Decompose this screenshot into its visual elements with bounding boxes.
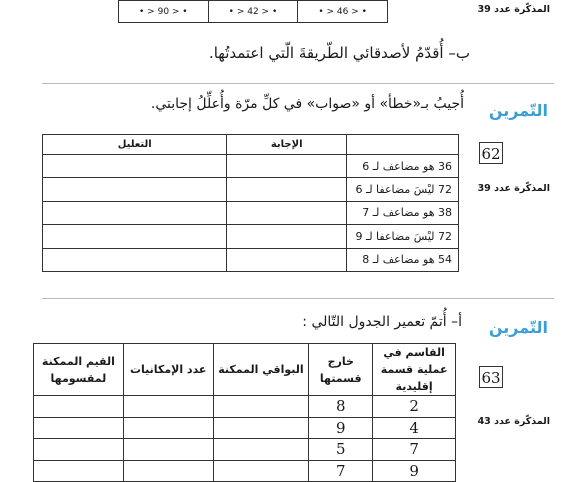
statement-cell: 54 هو مضاعف لـ 8 (347, 248, 459, 271)
table-header-row (43, 135, 459, 155)
table-row (34, 396, 456, 418)
table-row (43, 178, 459, 201)
justification-cell[interactable] (43, 155, 227, 178)
remainders-cell[interactable] (213, 417, 309, 439)
table-cell: • > 42 > • (208, 1, 298, 23)
true-false-table (42, 134, 459, 272)
justification-cell[interactable] (43, 248, 227, 271)
part-b-instruction: ب– أُقدّمُ لأصدقائي الطّريقةَ الّتي اعتمدتُها. (208, 44, 470, 62)
table-header-row (34, 344, 456, 396)
table-row (43, 155, 459, 178)
justification-cell[interactable] (43, 225, 227, 248)
answer-cell[interactable] (227, 201, 347, 224)
table-row (43, 201, 459, 224)
column-header-justification: التعليل (43, 135, 227, 155)
exercise-number: 63 (479, 366, 503, 388)
column-header-answer: الإجابة (227, 135, 347, 155)
column-header-possible-remainders: البواقي الممكنة (213, 344, 309, 396)
separator (42, 298, 554, 299)
separator (42, 83, 554, 84)
dividends-cell[interactable] (34, 417, 124, 439)
quotient-cell: 9 (309, 417, 373, 439)
lesson-note-39: المذكّرة عدد 39 (477, 183, 550, 194)
column-header-quotient: خارج قسمتها (309, 344, 373, 396)
statement-cell: 36 هو مضاعف لـ 6 (347, 155, 459, 178)
divisor-cell: 4 (373, 417, 456, 439)
answer-cell[interactable] (227, 225, 347, 248)
quotient-cell: 5 (309, 439, 373, 461)
column-header-statement (347, 135, 459, 155)
divisor-cell: 2 (373, 396, 456, 418)
answer-cell[interactable] (227, 155, 347, 178)
column-header-possible-dividends: القيم الممكنة لمقسومها (34, 344, 124, 396)
table-row (34, 460, 456, 482)
remainders-cell[interactable] (213, 439, 309, 461)
possibilities-cell[interactable] (123, 396, 213, 418)
statement-cell: 72 ليْسَ مضاعفا لـ 6 (347, 178, 459, 201)
possibilities-cell[interactable] (123, 417, 213, 439)
lesson-note-39-top: المذكّرة عدد 39 (477, 4, 550, 15)
table-row (34, 417, 456, 439)
answer-cell[interactable] (227, 248, 347, 271)
exercise-number: 62 (479, 142, 503, 164)
lesson-note-43: المذكّرة عدد 43 (477, 416, 550, 427)
dividends-cell[interactable] (34, 439, 124, 461)
answer-cell[interactable] (227, 178, 347, 201)
divisor-cell: 7 (373, 439, 456, 461)
justification-cell[interactable] (43, 178, 227, 201)
column-header-divisor: القاسم في عملية قسمة إقليدية (373, 344, 456, 396)
table-cell: • > 46 > • (298, 1, 388, 23)
remainders-cell[interactable] (213, 396, 309, 418)
exercise-instruction: أُجيبُ بـ«خطأ» أو «صواب» في كلِّ مرّة وأُعلِّلُ إجابتي. (150, 96, 464, 112)
quotient-cell: 7 (309, 460, 373, 482)
table-row (34, 439, 456, 461)
exercise-label: التّمرين (488, 101, 548, 120)
remainders-cell[interactable] (213, 460, 309, 482)
top-strip-table (118, 0, 388, 23)
column-header-possibilities-count: عدد الإمكانيات (123, 344, 213, 396)
table-row (43, 225, 459, 248)
statement-cell: 72 ليْسَ مضاعفا لـ 9 (347, 225, 459, 248)
table-row (43, 248, 459, 271)
table-cell: • > 90 > • (119, 1, 209, 23)
dividends-cell[interactable] (34, 396, 124, 418)
dividends-cell[interactable] (34, 460, 124, 482)
justification-cell[interactable] (43, 201, 227, 224)
table-row (119, 1, 388, 23)
exercise-label: التّمرين (488, 318, 548, 337)
possibilities-cell[interactable] (123, 460, 213, 482)
divisor-cell: 9 (373, 460, 456, 482)
exercise-instruction: أ– أُتمّ تعمير الجدول التّالي : (302, 314, 462, 330)
statement-cell: 38 هو مضاعف لـ 7 (347, 201, 459, 224)
possibilities-cell[interactable] (123, 439, 213, 461)
division-table (33, 343, 456, 482)
quotient-cell: 8 (309, 396, 373, 418)
